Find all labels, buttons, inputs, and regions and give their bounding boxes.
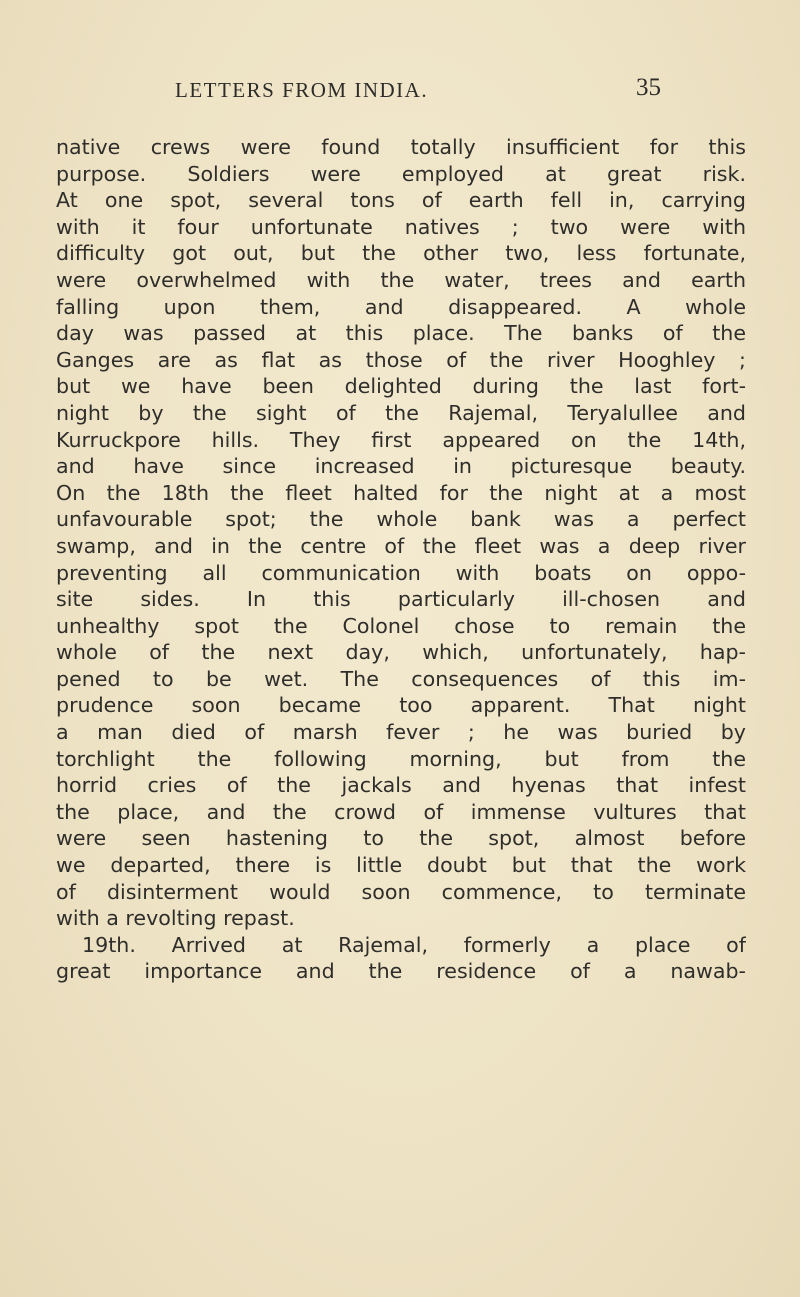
text-line: whole of the next day, which, unfortunately, hap- [56, 640, 746, 665]
text-line: At one spot, several tons of earth fell in, carrying [56, 188, 746, 213]
text-line: preventing all communication with boats on oppo- [56, 560, 746, 585]
body-text [56, 134, 746, 985]
text-line: pened to be wet. The consequences of this im- [56, 666, 746, 691]
text-line: the place, and the crowd of immense vultures that [56, 799, 746, 824]
text-line: of disinterment would soon commence, to terminate [56, 879, 746, 904]
text-line: great importance and the residence of a nawab- [56, 959, 746, 984]
text-line: prudence soon became too apparent. That night [56, 693, 746, 718]
text-line: day was passed at this place. The banks of the [56, 321, 746, 346]
text-line: were overwhelmed with the water, trees and earth [56, 267, 746, 292]
text-line: with a revolting repast. [56, 906, 295, 931]
text-line: with it four unfortunate natives ; two were with [56, 214, 746, 239]
running-head-title: LETTERS FROM INDIA. [175, 78, 429, 102]
text-line: were seen hastening to the spot, almost before [56, 826, 746, 851]
text-line: site sides. In this particularly ill-chosen and [56, 587, 746, 612]
text-line: and have since increased in picturesque beauty. [56, 454, 746, 479]
text-line: unhealthy spot the Colonel chose to remain the [56, 613, 746, 638]
text-line: purpose. Soldiers were employed at great risk. [56, 161, 746, 186]
text-line: night by the sight of the Rajemal, Teryalullee and [56, 400, 746, 425]
text-line: torchlight the following morning, but from the [56, 746, 746, 771]
text-line: we departed, there is little doubt but that the work [56, 853, 746, 878]
text-line: native crews were found totally insufficient for this [56, 135, 746, 159]
text-line: falling upon them, and disappeared. A whole [56, 294, 746, 319]
text-line: On the 18th the fleet halted for the night at a most [56, 480, 746, 505]
text-line: Ganges are as flat as those of the river Hooghley ; [56, 347, 746, 372]
text-line: Kurruckpore hills. They first appeared on the 14th, [56, 427, 746, 452]
text-line: swamp, and in the centre of the fleet was a deep river [56, 533, 746, 558]
text-line: but we have been delighted during the last fort- [56, 374, 746, 399]
text-line: 19th. Arrived at Rajemal, formerly a place of [82, 932, 746, 957]
page-number: 35 [636, 74, 661, 101]
text-line: difficulty got out, but the other two, less fortunate, [56, 241, 746, 266]
text-line: a man died of marsh fever ; he was buried by [56, 720, 746, 745]
text-line: horrid cries of the jackals and hyenas that infest [56, 773, 746, 798]
text-line: unfavourable spot; the whole bank was a perfect [56, 507, 746, 532]
